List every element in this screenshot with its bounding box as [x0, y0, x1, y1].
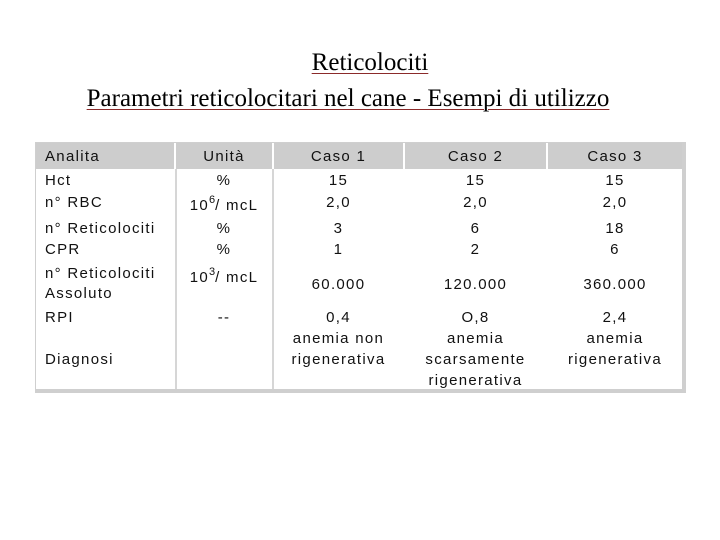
- table-cell: 2: [470, 241, 481, 258]
- table-cell: 6: [610, 241, 620, 258]
- table-cell: %: [216, 220, 232, 237]
- parameters-table: [35, 142, 686, 393]
- table-cell: 60.000: [311, 276, 366, 293]
- table-cell: scarsamente: [425, 351, 526, 368]
- table-cell: rigenerativa: [568, 351, 662, 368]
- table-cell: O,8: [461, 309, 490, 326]
- table-cell: 1: [333, 241, 344, 258]
- header-caso-1: Caso 1: [310, 148, 367, 165]
- table-cell: 360.000: [583, 276, 647, 293]
- table-cell: 6: [470, 220, 481, 237]
- table-cell-unit: $10^3/$ mcL: [189, 266, 259, 286]
- table-row-label: Assoluto: [45, 285, 113, 302]
- table-cell: 2,0: [326, 194, 351, 211]
- table-cell-unit: $10^6/$ mcL: [189, 194, 259, 214]
- table-cell: %: [216, 172, 232, 189]
- slide-title: Reticolociti: [311, 49, 429, 76]
- table-cell: anemia non: [292, 330, 385, 347]
- table-row-label: n° Reticolociti: [45, 220, 156, 237]
- table-cell: 2,0: [463, 194, 488, 211]
- table-cell: 3: [333, 220, 344, 237]
- table-cell: anemia: [447, 330, 504, 347]
- table-cell: 2,4: [602, 309, 628, 326]
- table-cell: 120.000: [443, 276, 508, 293]
- table-cell: 2,0: [602, 194, 628, 211]
- table-row-label: n° Reticolociti: [45, 265, 156, 282]
- table-cell: rigenerativa: [428, 372, 523, 389]
- header-analita: Analita: [45, 148, 100, 165]
- table-cell: anemia: [586, 330, 644, 347]
- table-cell: 15: [605, 172, 625, 189]
- table-row-label: CPR: [45, 241, 81, 258]
- table-cell: 15: [465, 172, 486, 189]
- table-cell: 0,4: [326, 309, 351, 326]
- table-cell: %: [216, 241, 232, 258]
- header-unita: Unità: [203, 148, 245, 165]
- table-cell: 18: [605, 220, 625, 237]
- slide-subtitle: Parametri reticolocitari nel cane - Esempi di utilizzo: [86, 85, 610, 112]
- header-caso-2: Caso 2: [447, 148, 504, 165]
- table-row-label: n° RBC: [45, 194, 103, 211]
- table-cell: rigenerativa: [291, 351, 386, 368]
- table-cell: --: [217, 309, 231, 326]
- table-row-label: RPI: [45, 309, 74, 326]
- header-caso-3: Caso 3: [587, 148, 643, 165]
- table-row-label: Diagnosi: [45, 351, 114, 368]
- table-cell: 15: [328, 172, 349, 189]
- table-row-label: Hct: [45, 172, 72, 189]
